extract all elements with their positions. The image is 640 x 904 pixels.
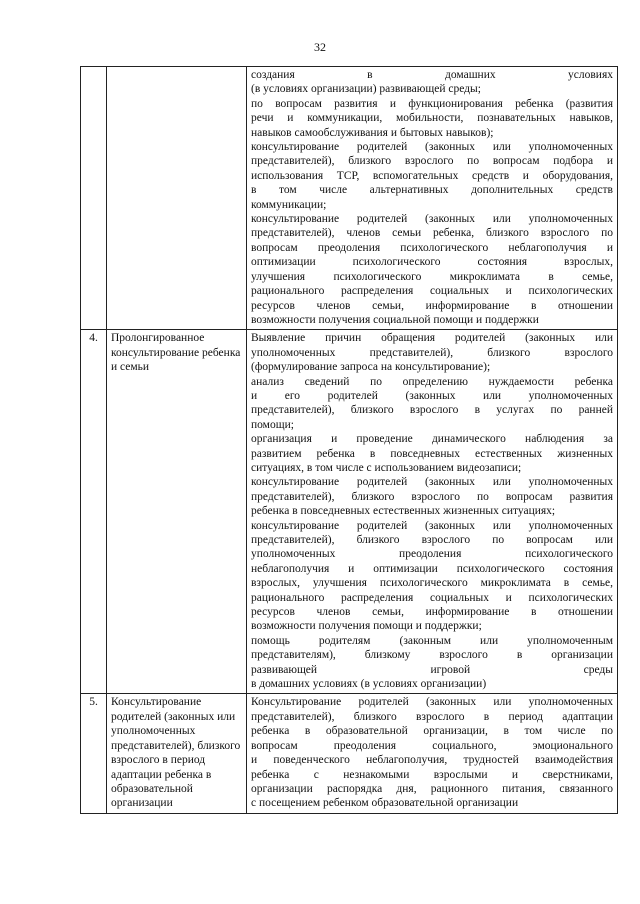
description-line: представителей), близкого взрослого по вопросам подбора и xyxy=(251,155,613,168)
description-line: консультирование родителей (законных или уполномоченных xyxy=(251,519,613,532)
description-line: в том числе альтернативных дополнительных средств xyxy=(251,184,613,197)
description-line: уполномоченных преодоления психологического xyxy=(251,548,613,561)
description-line: представителей), близкого взрослого по вопросам или xyxy=(251,534,613,546)
row-number-cell xyxy=(81,694,107,813)
description-line: представителей), членов семьи ребенка, близкого взрослого по xyxy=(251,227,613,240)
description-line: организации распорядка дня, рационного питания, связанного xyxy=(251,782,613,795)
description-line: по вопросам развития и функционирования ребенка (развития xyxy=(251,97,613,110)
table-row xyxy=(81,67,618,330)
description-line: создания в домашних условиях xyxy=(251,69,613,81)
page-number: 32 xyxy=(314,40,326,54)
service-name-cell xyxy=(107,330,247,694)
description-line: ситуациях, в том числе с использованием видеозаписи; xyxy=(251,461,522,474)
description-line: развивающей игровой среды xyxy=(251,663,613,676)
description-line: консультирование родителей (законных или уполномоченных xyxy=(251,476,613,489)
row-number: 4. xyxy=(89,332,98,345)
description-line: улучшения психологического микроклимата в семье, xyxy=(251,270,613,283)
description-line: помощь родителям (законным или уполномоченным xyxy=(251,634,613,647)
description-line: (формулирование запроса на консультирование); xyxy=(251,361,491,374)
services-table xyxy=(80,66,618,814)
description-line: организация и проведение динамического наблюдения за xyxy=(251,433,613,446)
description-line: в домашних условиях (в условиях организации) xyxy=(251,678,487,691)
description-line: взрослых, улучшения психологического микроклимата в семье, xyxy=(251,577,613,590)
service-description-cell xyxy=(247,330,618,694)
table-row xyxy=(81,330,618,694)
description-line: вопросам преодоления социального, эмоционального xyxy=(251,739,613,752)
description-line: анализ сведений по определению нуждаемости ребенка xyxy=(251,375,613,388)
description-line: неблагополучия и оптимизации психологического состояния xyxy=(251,562,613,575)
description-line: ребенка в повседневных естественных жизненных ситуациях; xyxy=(251,505,556,518)
description-line: оптимизации психологического состояния взрослых, xyxy=(251,256,613,269)
table-row xyxy=(81,694,618,813)
description-line: уполномоченных представителей), близкого взрослого xyxy=(251,346,613,359)
description-line: ресурсов членов семьи, информирование в отношении xyxy=(251,299,613,312)
service-name: Пролонгированное консультирование ребенка и семьи xyxy=(111,332,241,374)
description-line: консультирование родителей (законных или уполномоченных xyxy=(251,213,613,226)
description-line: помощи; xyxy=(251,418,294,431)
row-number: 5. xyxy=(89,696,98,709)
description-line: вопросам преодоления психологического неблагополучия и xyxy=(251,241,613,254)
description-line: представителей), близкого взрослого в услугах по ранней xyxy=(251,404,613,417)
description-line: ребенка с незнакомыми взрослыми и сверстниками, xyxy=(251,768,613,781)
description-line: речи и коммуникации, мобильности, познавательных навыков, xyxy=(251,112,613,125)
service-description-cell xyxy=(247,694,618,813)
service-name: Консультирование родителей (законных или уполномоченных представителей), близкого взрослого в период адаптации ребенка в образовательной организации xyxy=(111,696,241,810)
service-name-cell xyxy=(107,694,247,813)
description-line: ребенка в образовательной организации, в том числе по xyxy=(251,725,613,738)
service-description-cell xyxy=(247,67,618,330)
description-line: навыков самообслуживания и бытовых навыков); xyxy=(251,126,494,139)
description-line: Консультирование родителей (законных или уполномоченных xyxy=(251,696,613,709)
description-line: с посещением ребенком образовательной организации xyxy=(251,797,519,810)
description-line: возможности получения помощи и поддержки; xyxy=(251,620,482,633)
description-line: представителей), близкого взрослого по вопросам развития xyxy=(251,490,613,503)
description-line: Выявление причин обращения родителей (законных или xyxy=(251,332,613,345)
description-line: (в условиях организации) развивающей среды; xyxy=(251,83,481,96)
description-line: консультирование родителей (законных или уполномоченных xyxy=(251,141,613,154)
row-number-cell xyxy=(81,330,107,694)
description-line: развитием ребенка в повседневных естественных жизненных xyxy=(251,447,613,460)
row-number-cell xyxy=(81,67,107,330)
description-line: коммуникации; xyxy=(251,198,327,211)
description-line: представителям), близкому взрослого в организации xyxy=(251,649,613,662)
service-name-cell xyxy=(107,67,247,330)
description-line: ресурсов членов семьи, информирование в отношении xyxy=(251,606,613,619)
description-line: возможности получения социальной помощи и поддержки xyxy=(251,313,539,326)
description-line: и поведенческого неблагополучия, трудностей взаимодействия xyxy=(251,754,613,767)
description-line: рационального распределения социальных и психологических xyxy=(251,285,613,298)
description-line: представителей), близкого взрослого в период адаптации xyxy=(251,710,613,723)
description-line: и его родителей (законных или уполномоченных xyxy=(251,389,613,402)
description-line: использования ТСР, вспомогательных средств и оборудования, xyxy=(251,169,613,182)
description-line: рационального распределения социальных и психологических xyxy=(251,591,613,604)
